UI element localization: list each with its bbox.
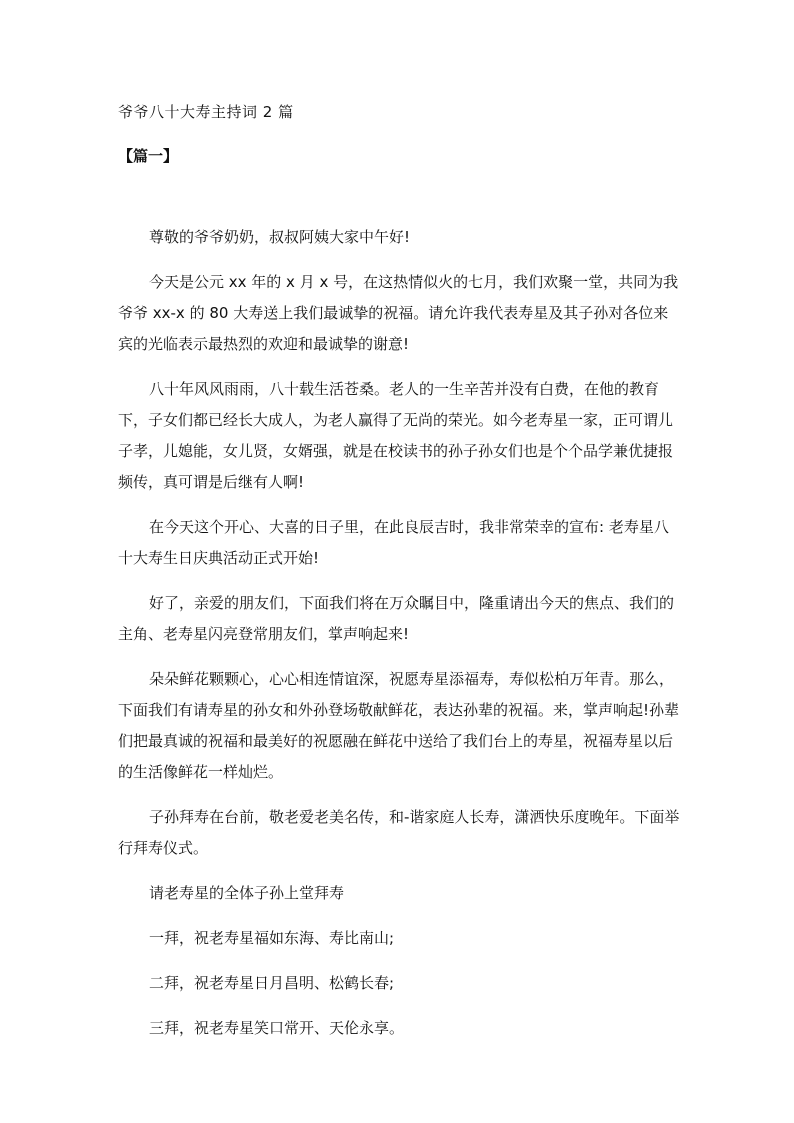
document-title: 爷爷八十大寿主持词 2 篇 bbox=[118, 103, 294, 121]
document-body bbox=[118, 222, 680, 1058]
paragraph-introduction: 好了，亲爱的朋友们，下面我们将在万众瞩目中，隆重请出今天的焦点、我们的主角、老寿星闪亮登常朋友们，掌声响起来! bbox=[118, 594, 675, 643]
section-heading: 【篇一】 bbox=[118, 147, 179, 165]
paragraph-third-bow: 三拜，祝老寿星笑口常开、天伦永享。 bbox=[149, 1019, 405, 1037]
paragraph-opening: 今天是公元 xx 年的 x 月 x 号，在这热情似火的七月，我们欢聚一堂，共同为我爷爷 xx-x 的 80 大寿送上我们最诚挚的祝福。请允许我代表寿星及其子孙对各位来宾的光临表示最热烈的欢迎和最诚挚的谢意! bbox=[118, 273, 679, 353]
paragraph-invitation: 请老寿星的全体子孙上堂拜寿 bbox=[149, 884, 345, 902]
paragraph-first-bow: 一拜，祝老寿星福如东海、寿比南山; bbox=[149, 929, 395, 947]
paragraph-second-bow: 二拜，祝老寿星日月昌明、松鹤长春; bbox=[149, 974, 395, 992]
paragraph-eighty-years: 八十年风风雨雨，八十载生活苍桑。老人的一生辛苦并没有白费，在他的教育下，子女们都已经长大成人，为老人赢得了无尚的荣光。如今老寿星一家，正可谓儿子孝，儿媳能，女儿贤，女婿强，就是在校读书的孙子孙女们也是个个品学兼优捷报频传，真可谓是后继有人啊! bbox=[118, 380, 674, 491]
paragraph-announcement: 在今天这个开心、大喜的日子里，在此良辰吉时，我非常荣幸的宣布: 老寿星八十大寿生日庆典活动正式开始! bbox=[118, 518, 669, 567]
paragraph-flowers: 朵朵鲜花颗颗心，心心相连情谊深，祝愿寿星添福寿，寿似松柏万年青。那么，下面我们有请寿星的孙女和外孙登场敬献鲜花，表达孙辈的祝福。来，掌声响起!孙辈们把最真诚的祝福和最美好的祝愿融在鲜花中送给了我们台上的寿星，祝福寿星以后的生活像鲜花一样灿烂。 bbox=[118, 670, 680, 781]
paragraph-ceremony: 子孙拜寿在台前，敬老爱老美名传，和-谐家庭人长寿，潇洒快乐度晚年。下面举行拜寿仪式。 bbox=[118, 808, 680, 857]
paragraph-greeting: 尊敬的爷爷奶奶，叔叔阿姨大家中午好! bbox=[149, 228, 411, 246]
